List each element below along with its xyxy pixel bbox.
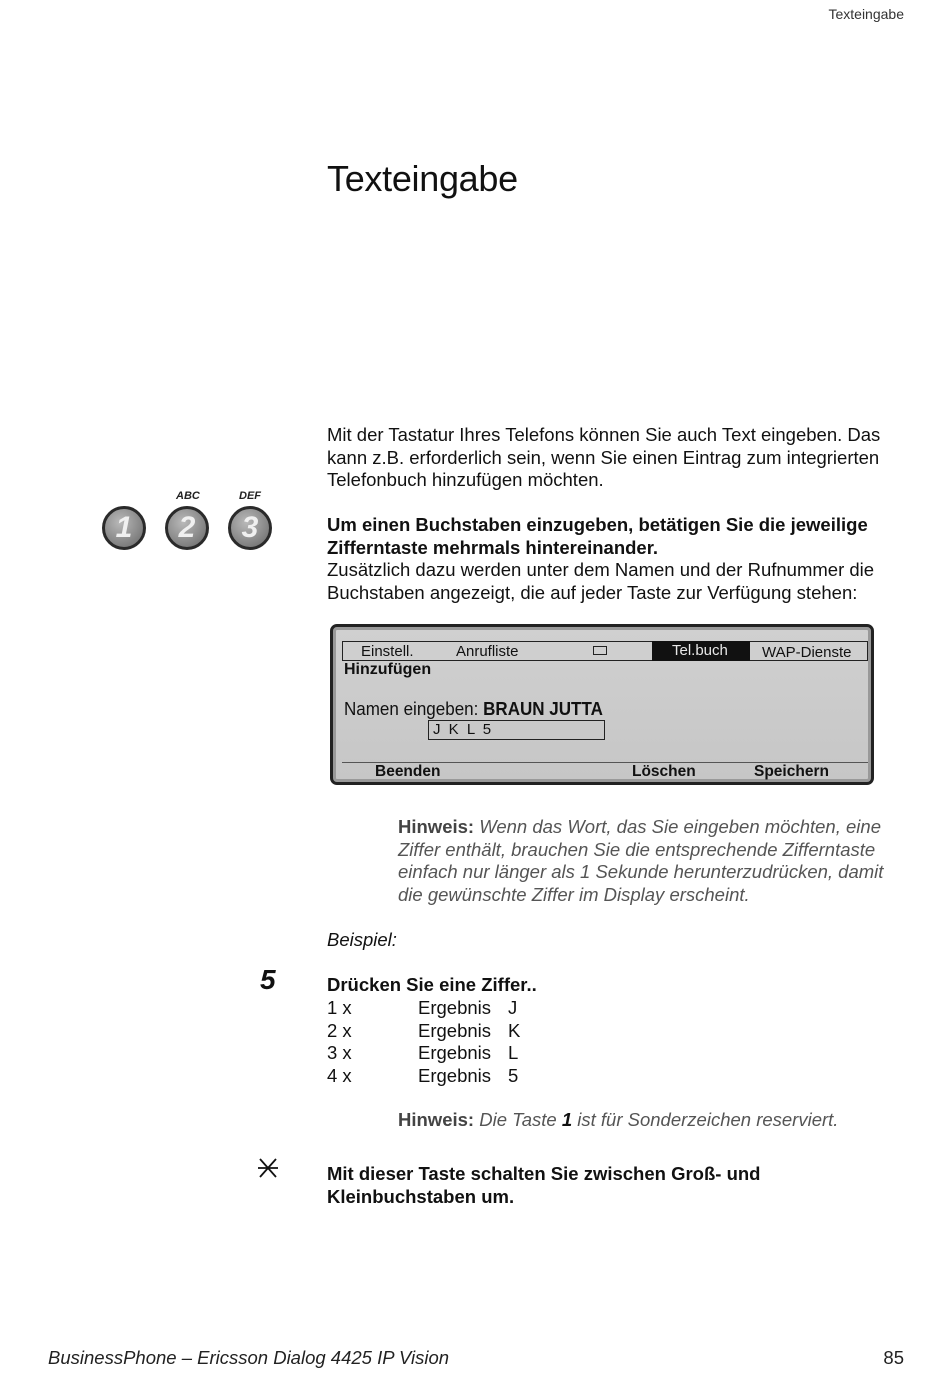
table-row [327, 1020, 520, 1043]
key-1-icon [102, 506, 146, 550]
note-special-chars [398, 1109, 908, 1132]
softkey-beenden: Beenden [375, 763, 441, 780]
result-value: L [508, 1042, 519, 1064]
star-key-description: Mit dieser Taste schalten Sie zwischen Groß- und Kleinbuchstaben um. [327, 1163, 761, 1207]
result-value: K [508, 1019, 521, 1041]
page-title: Texteingabe [327, 158, 518, 199]
result-label: Ergebnis [418, 1019, 492, 1041]
note-text-before: Die Taste [479, 1109, 557, 1130]
key-1-number: 1 [115, 511, 133, 544]
result-label: Ergebnis [418, 997, 492, 1018]
phone-display-screenshot [330, 624, 874, 785]
instruction-block [327, 514, 907, 604]
note-text: Wenn das Wort, das Sie eingeben möchten, eine Ziffer enthält, brauchen Sie die entsprechende Zifferntaste einfach nur länger als 1 Sekunde herunterzudrücken, damit die gewünschte Ziffer im Display erscheint. [398, 816, 884, 905]
key-5-symbol: 5 [260, 964, 276, 995]
menu-item-anrufliste: Anrufliste [456, 643, 519, 660]
display-name-prompt [344, 698, 603, 720]
note-label: Hinweis: [398, 816, 475, 837]
result-count: 1 x [327, 997, 352, 1018]
result-count: 2 x [327, 1019, 352, 1041]
prompt-value: BRAUN JUTTA [483, 698, 603, 719]
key-2-letters: ABC [176, 490, 200, 502]
display-menu-bar [342, 641, 868, 661]
results-table [327, 997, 520, 1087]
footer-book-title: BusinessPhone – Ericsson Dialog 4425 IP Vision [48, 1347, 450, 1368]
menu-item-wap-dienste: WAP-Dienste [762, 644, 852, 661]
note-text-after: ist für Sonderzeichen reserviert. [577, 1109, 839, 1130]
table-row [327, 1042, 520, 1065]
note-key: 1 [561, 1109, 573, 1130]
menu-item-telbuch: Tel.buch [652, 641, 750, 661]
keypad-keys-illustration [102, 490, 282, 556]
softkey-loeschen: Löschen [632, 763, 696, 780]
result-value: J [508, 997, 518, 1018]
star-key-glyph [257, 1156, 279, 1180]
result-count: 4 x [327, 1064, 352, 1086]
running-header: Texteingabe [828, 6, 904, 22]
table-row [327, 1065, 520, 1088]
footer-page-number: 85 [883, 1347, 904, 1368]
result-count: 3 x [327, 1042, 352, 1064]
result-value: 5 [508, 1064, 519, 1086]
display-heading: Hinzufügen [344, 661, 432, 678]
instruction-bold: Um einen Buchstaben einzugeben, betätigen Sie die jeweilige Zifferntaste mehrmals hintereinander. [327, 514, 868, 558]
message-box-icon [593, 646, 607, 655]
note-label: Hinweis: [398, 1109, 475, 1130]
result-label: Ergebnis [418, 1042, 492, 1064]
table-row [327, 997, 520, 1020]
menu-item-einstell: Einstell. [361, 643, 414, 660]
note-digit-entry [398, 816, 908, 906]
softkey-speichern: Speichern [754, 763, 829, 780]
key-3-letters: DEF [239, 490, 261, 502]
prompt-label: Namen eingeben: [344, 698, 479, 719]
step-instruction: Drücken Sie eine Ziffer.. [327, 974, 537, 995]
star-key-icon [257, 1156, 279, 1186]
result-label: Ergebnis [418, 1064, 492, 1086]
key-3-icon [228, 506, 272, 550]
key-3-number: 3 [241, 511, 259, 544]
display-softkeys [342, 762, 868, 781]
example-label: Beispiel: [327, 929, 397, 950]
key-2-icon [165, 506, 209, 550]
display-input-field: J K L 5 [428, 720, 605, 740]
intro-paragraph: Mit der Tastatur Ihres Telefons können Sie auch Text eingeben. Das kann z.B. erforderlich sein, wenn Sie einen Eintrag zum integrierten Telefonbuch hinzufügen möchten. [327, 424, 881, 491]
key-2-number: 2 [178, 511, 196, 544]
instruction-text: Zusätzlich dazu werden unter dem Namen und der Rufnummer die Buchstaben angezeigt, die auf jeder Taste zur Verfügung stehen: [327, 559, 875, 603]
